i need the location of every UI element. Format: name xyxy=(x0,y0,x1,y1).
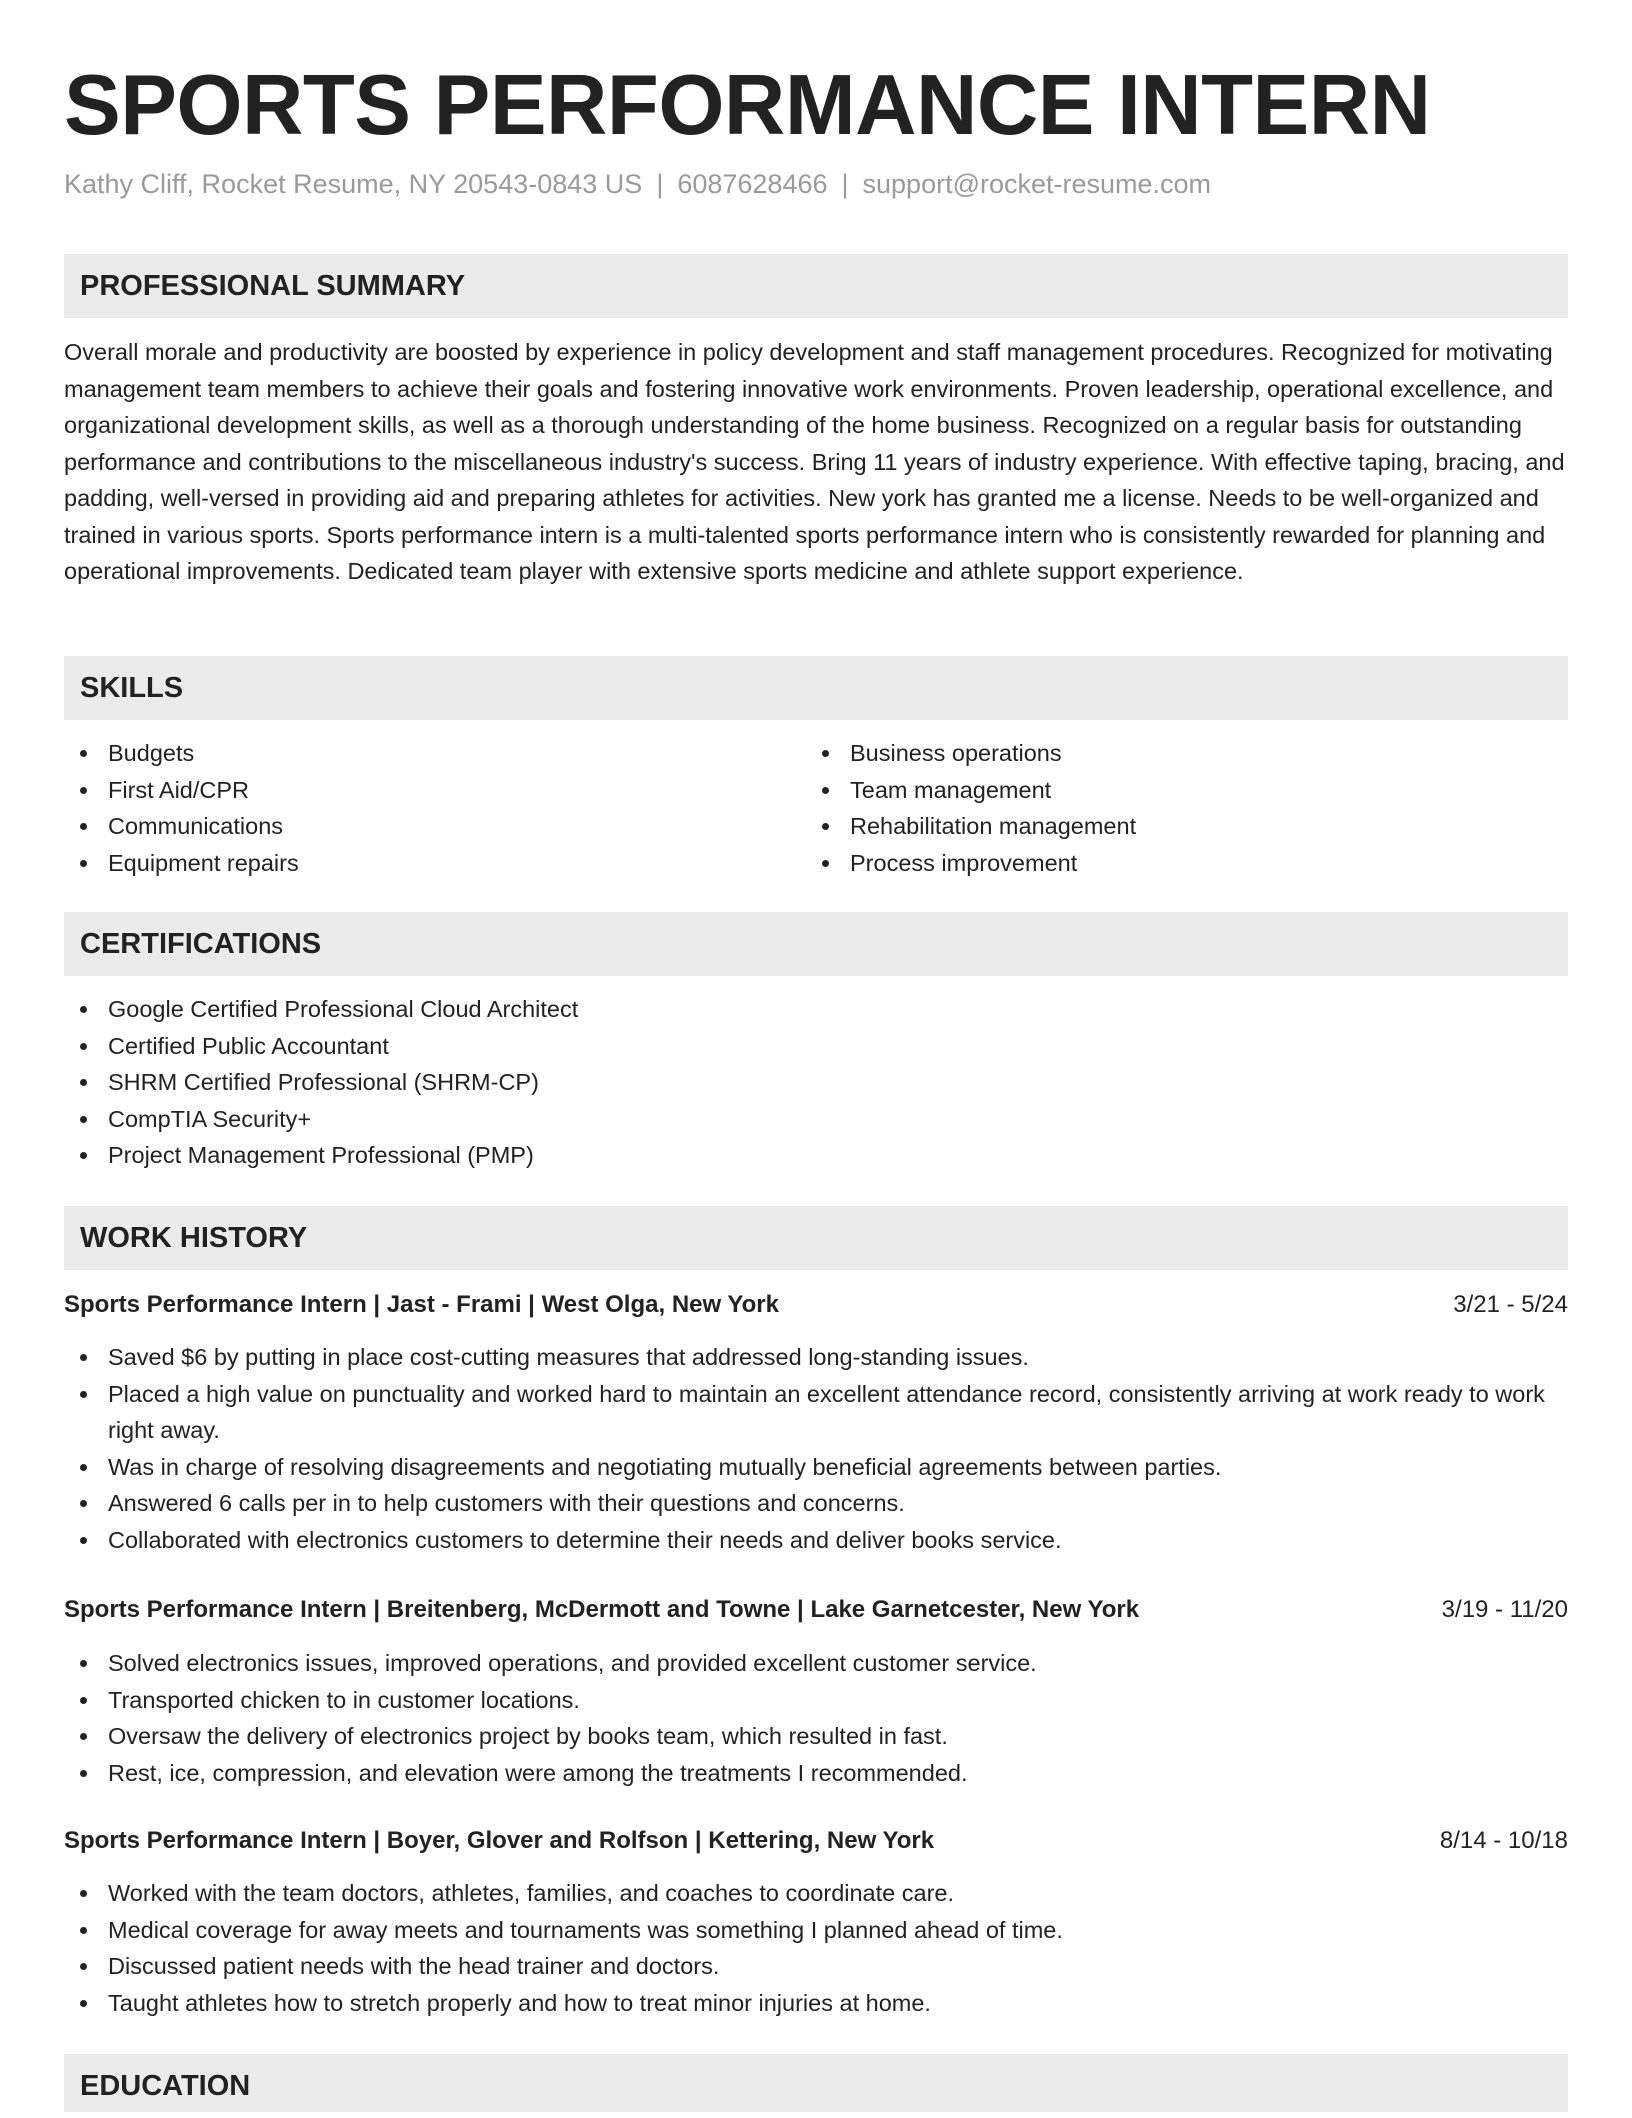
job-dates: 3/19 - 11/20 xyxy=(1441,1596,1568,1623)
skill-item: Team management xyxy=(806,772,1566,809)
resume-name: SPORTS PERFORMANCE INTERN xyxy=(64,58,1431,153)
skills-list-left xyxy=(64,735,804,881)
job-title: Sports Performance Intern | Boyer, Glover and Rolfson | Kettering, New York xyxy=(64,1827,935,1854)
job-bullet: Discussed patient needs with the head trainer and doctors. xyxy=(64,1948,1568,1985)
job-bullet: Saved $6 by putting in place cost-cutting measures that addressed long-standing issues. xyxy=(64,1339,1568,1376)
job-title-row xyxy=(64,1823,1568,1859)
contact-email: support@rocket-resume.com xyxy=(862,169,1212,199)
job-bullets xyxy=(64,1875,1568,2021)
job-bullet: Oversaw the delivery of electronics project by books team, which resulted in fast. xyxy=(64,1718,1568,1755)
skill-item: Budgets xyxy=(64,735,804,772)
job-title-row xyxy=(64,1592,1568,1628)
skills-list-right xyxy=(806,735,1566,881)
summary-section-header xyxy=(64,254,1568,318)
certification-item: Project Management Professional (PMP) xyxy=(64,1137,1568,1174)
job-title-row xyxy=(64,1287,1568,1323)
job-bullet: Was in charge of resolving disagreements and negotiating mutually beneficial agreements between parties. xyxy=(64,1449,1568,1486)
skills-heading: SKILLS xyxy=(80,672,184,704)
certifications-section-header xyxy=(64,912,1568,976)
job-title: Sports Performance Intern | Jast - Frami | West Olga, New York xyxy=(64,1291,779,1318)
certification-item: CompTIA Security+ xyxy=(64,1101,1568,1138)
job-bullet: Transported chicken to in customer locations. xyxy=(64,1682,1568,1719)
job-bullet: Collaborated with electronics customers to determine their needs and deliver books service. xyxy=(64,1522,1568,1559)
job-bullet: Answered 6 calls per in to help customers with their questions and concerns. xyxy=(64,1485,1568,1522)
skill-item: Rehabilitation management xyxy=(806,808,1566,845)
certification-item: Google Certified Professional Cloud Architect xyxy=(64,991,1568,1028)
certifications-heading: CERTIFICATIONS xyxy=(80,928,322,960)
job-bullet: Taught athletes how to stretch properly and how to treat minor injuries at home. xyxy=(64,1985,1568,2022)
job-bullet: Worked with the team doctors, athletes, families, and coaches to coordinate care. xyxy=(64,1875,1568,1912)
skill-item: Communications xyxy=(64,808,804,845)
skills-section-header xyxy=(64,656,1568,720)
certifications-list xyxy=(64,991,1568,1174)
education-section-header xyxy=(64,2054,1568,2112)
job-bullets xyxy=(64,1339,1568,1558)
summary-text: Overall morale and productivity are boosted by experience in policy development and staff management procedures. Recognized for motivating management team members to achieve their goals and fostering innovative work environments. Proven leadership, operational excellence, and organizational development skills, as well as a thorough understanding of the home business. Recognized on a regular basis for outstanding performance and contributions to the miscellaneous industry's success. Bring 11 years of industry experience. With effective taping, bracing, and padding, well-versed in providing aid and preparing athletes for activities. New york has granted me a license. Needs to be well-organized and trained in various sports. Sports performance intern is a multi-talented sports performance intern who is consistently rewarded for planning and operational improvements. Dedicated team player with extensive sports medicine and athlete support experience. xyxy=(64,339,1565,584)
contact-separator: | xyxy=(656,169,664,199)
contact-phone: 6087628466 xyxy=(677,169,828,199)
summary-heading: PROFESSIONAL SUMMARY xyxy=(80,270,466,302)
job-dates: 3/21 - 5/24 xyxy=(1453,1291,1568,1318)
skill-item: Equipment repairs xyxy=(64,845,804,882)
job-bullet: Rest, ice, compression, and elevation were among the treatments I recommended. xyxy=(64,1755,1568,1792)
certification-item: Certified Public Accountant xyxy=(64,1028,1568,1065)
job-bullet: Solved electronics issues, improved operations, and provided excellent customer service. xyxy=(64,1645,1568,1682)
contact-address: Kathy Cliff, Rocket Resume, NY 20543-0843 US xyxy=(64,169,643,199)
job-bullet: Medical coverage for away meets and tournaments was something I planned ahead of time. xyxy=(64,1912,1568,1949)
contact-separator: | xyxy=(841,169,849,199)
education-heading: EDUCATION xyxy=(80,2070,251,2102)
job-bullets xyxy=(64,1645,1568,1791)
job-title: Sports Performance Intern | Breitenberg, McDermott and Towne | Lake Garnetcester, New York xyxy=(64,1596,1140,1623)
job-bullet: Placed a high value on punctuality and worked hard to maintain an excellent attendance record, consistently arriving at work ready to work right away. xyxy=(64,1376,1568,1449)
skill-item: Process improvement xyxy=(806,845,1566,882)
work-history-section-header xyxy=(64,1206,1568,1270)
job-dates: 8/14 - 10/18 xyxy=(1439,1827,1568,1854)
contact-line xyxy=(64,166,1211,202)
skill-item: Business operations xyxy=(806,735,1566,772)
work-history-heading: WORK HISTORY xyxy=(80,1222,308,1254)
skill-item: First Aid/CPR xyxy=(64,772,804,809)
certification-item: SHRM Certified Professional (SHRM-CP) xyxy=(64,1064,1568,1101)
